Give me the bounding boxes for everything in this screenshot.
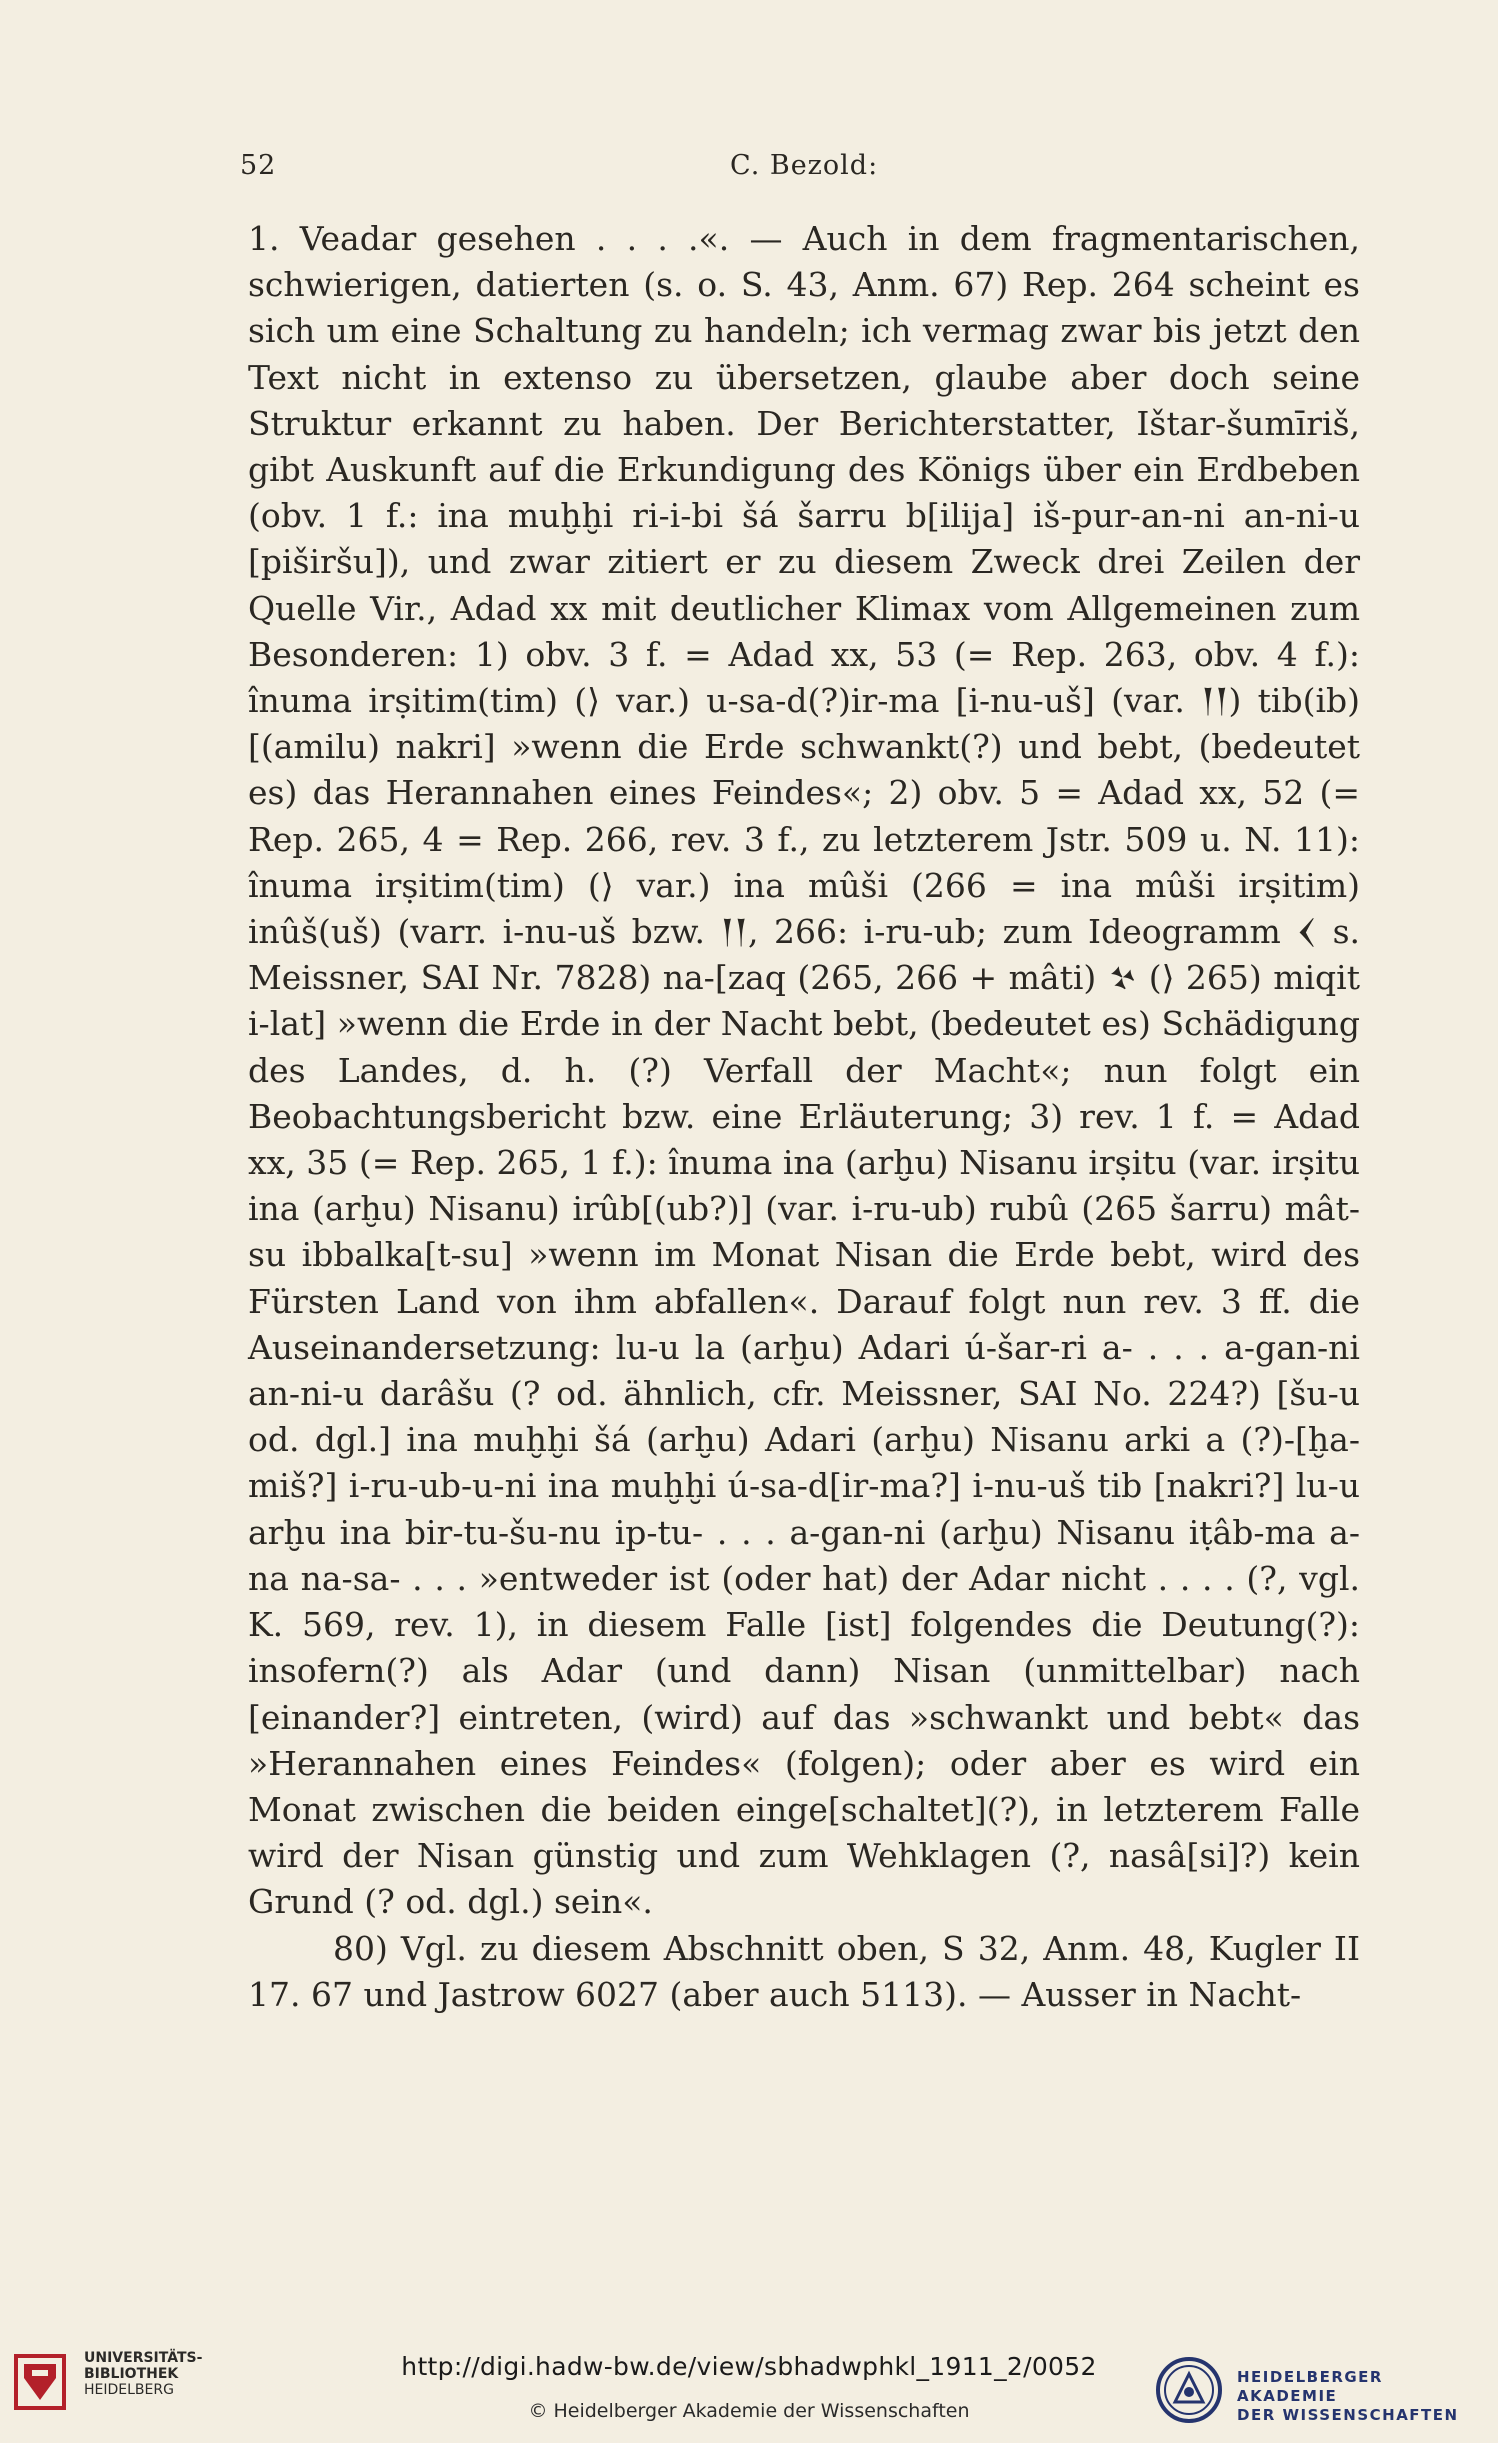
body-text <box>248 216 1360 2018</box>
academy-line-2: DER WISSENSCHAFTEN <box>1237 2406 1459 2424</box>
academy-logo[interactable] <box>1155 2356 1485 2426</box>
running-title: C. Bezold: <box>730 150 879 181</box>
ub-line-1: UNIVERSITÄTS- <box>84 2350 203 2366</box>
permalink-url[interactable]: http://digi.hadw-bw.de/view/sbhadwphkl_1911_2/0052 <box>401 2352 1097 2381</box>
academy-logo-text <box>1237 2368 1485 2425</box>
ub-line-3: HEIDELBERG <box>84 2382 174 2398</box>
ub-line-2: BIBLIOTHEK <box>84 2366 179 2382</box>
paragraph-main: 1. Veadar gesehen . . . .«. — Auch in dem fragmentarischen, schwierigen, datierten (s. o. S. 43, Anm. 67) Rep. 264 scheint es sich um eine Schaltung zu handeln; ich vermag zwar bis jetzt den Text nicht in extenso zu übersetzen, glaube aber doch seine Struktur erkannt zu haben. Der Berichterstatter, Ištar-šumīriš, gibt Auskunft auf die Erkundigung des Königs über ein Erdbeben (obv. 1 f.: ina muḫḫi ri-i-bi šá šarru b[ilija] iš-pur-an-ni an-ni-u [piširšu]), und zwar zitiert er zu diesem Zweck drei Zeilen der Quelle Vir., Adad xx mit deutlicher Klimax vom Allgemeinen zum Besonderen: 1) obv. 3 f. = Adad xx, 53 (= Rep. 263, obv. 4 f.): înuma irṣitim(tim) (⟩ var.) u-sa-d(?)ir-ma [i-nu-uš] (var. 𒁹𒁹) tib(ib) [(amilu) nakri] »wenn die Erde schwankt(?) und bebt, (bedeutet es) das Herannahen eines Feindes«; 2) obv. 5 = Adad xx, 52 (= Rep. 265, 4 = Rep. 266, rev. 3 f., zu letzterem Jstr. 509 u. N. 11): înuma irṣitim(tim) (⟩ var.) ina mûši (266 = ina mûši irṣitim) inûš(uš) (varr. i-nu-uš bzw. 𒁹𒁹, 266: i-ru-ub; zum Ideogramm 𒌋 s. Meissner, SAI Nr. 7828) na-[zaq (265, 266 + mâti) 𒆳 (⟩ 265) miqit i-lat] »wenn die Erde in der Nacht bebt, (bedeutet es) Schädigung des Landes, d. h. (?) Verfall der Macht«; nun folgt ein Beobachtungsbericht bzw. eine Erläuterung; 3) rev. 1 f. = Adad xx, 35 (= Rep. 265, 1 f.): înuma ina (arḫu) Nisanu irṣitu (var. irṣitu ina (arḫu) Nisanu) irûb[(ub?)] (var. i-ru-ub) rubû (265 šarru) mât-su ibbalka[t-su] »wenn im Monat Nisan die Erde bebt, wird des Fürsten Land von ihm abfallen«. Darauf folgt nun rev. 3 ff. die Auseinandersetzung: lu-u la (arḫu) Adari ú-šar-ri a- . . . a-gan-ni an-ni-u darâšu (? od. ähnlich, cfr. Meissner, SAI No. 224?) [šu-u od. dgl.] ina muḫḫi šá (arḫu) Adari (arḫu) Nisanu arki a (?)-[ḫa-miš?] i-ru-ub-u-ni ina muḫḫi ú-sa-d[ir-ma?] i-nu-uš tib [nakri?] lu-u arḫu ina bir-tu-šu-nu ip-tu- . . . a-gan-ni (arḫu) Nisanu iṭâb-ma a-na na-sa- . . . »entweder ist (oder hat) der Adar nicht . . . . (?, vgl. K. 569, rev. 1), in diesem Falle [ist] folgendes die Deutung(?): insofern(?) als Adar (und dann) Nisan (unmittelbar) nach [einander?] eintreten, (wird) auf das »schwankt und bebt« das »Herannahen eines Feindes« (folgen); oder aber es wird ein Monat zwischen die beiden einge[schaltet](?), in letzterem Falle wird der Nisan günstig und zum Wehklagen (?, nasâ[si]?) kein Grund (? od. dgl.) sein«. <box>248 219 1360 1922</box>
paragraph-footnote-80: 80) Vgl. zu diesem Abschnitt oben, S 32, Anm. 48, Kugler II 17. 67 und Jastrow 6027 (aber auch 5113). — Ausser in Nacht- <box>248 1928 1360 2014</box>
academy-line-1: HEIDELBERGER AKADEMIE <box>1237 2368 1383 2405</box>
academy-seal-icon <box>1155 2356 1227 2428</box>
copyright-notice: © Heidelberger Akademie der Wissenschaften <box>528 2400 970 2422</box>
page-number: 52 <box>240 150 277 181</box>
running-header <box>240 150 1360 200</box>
